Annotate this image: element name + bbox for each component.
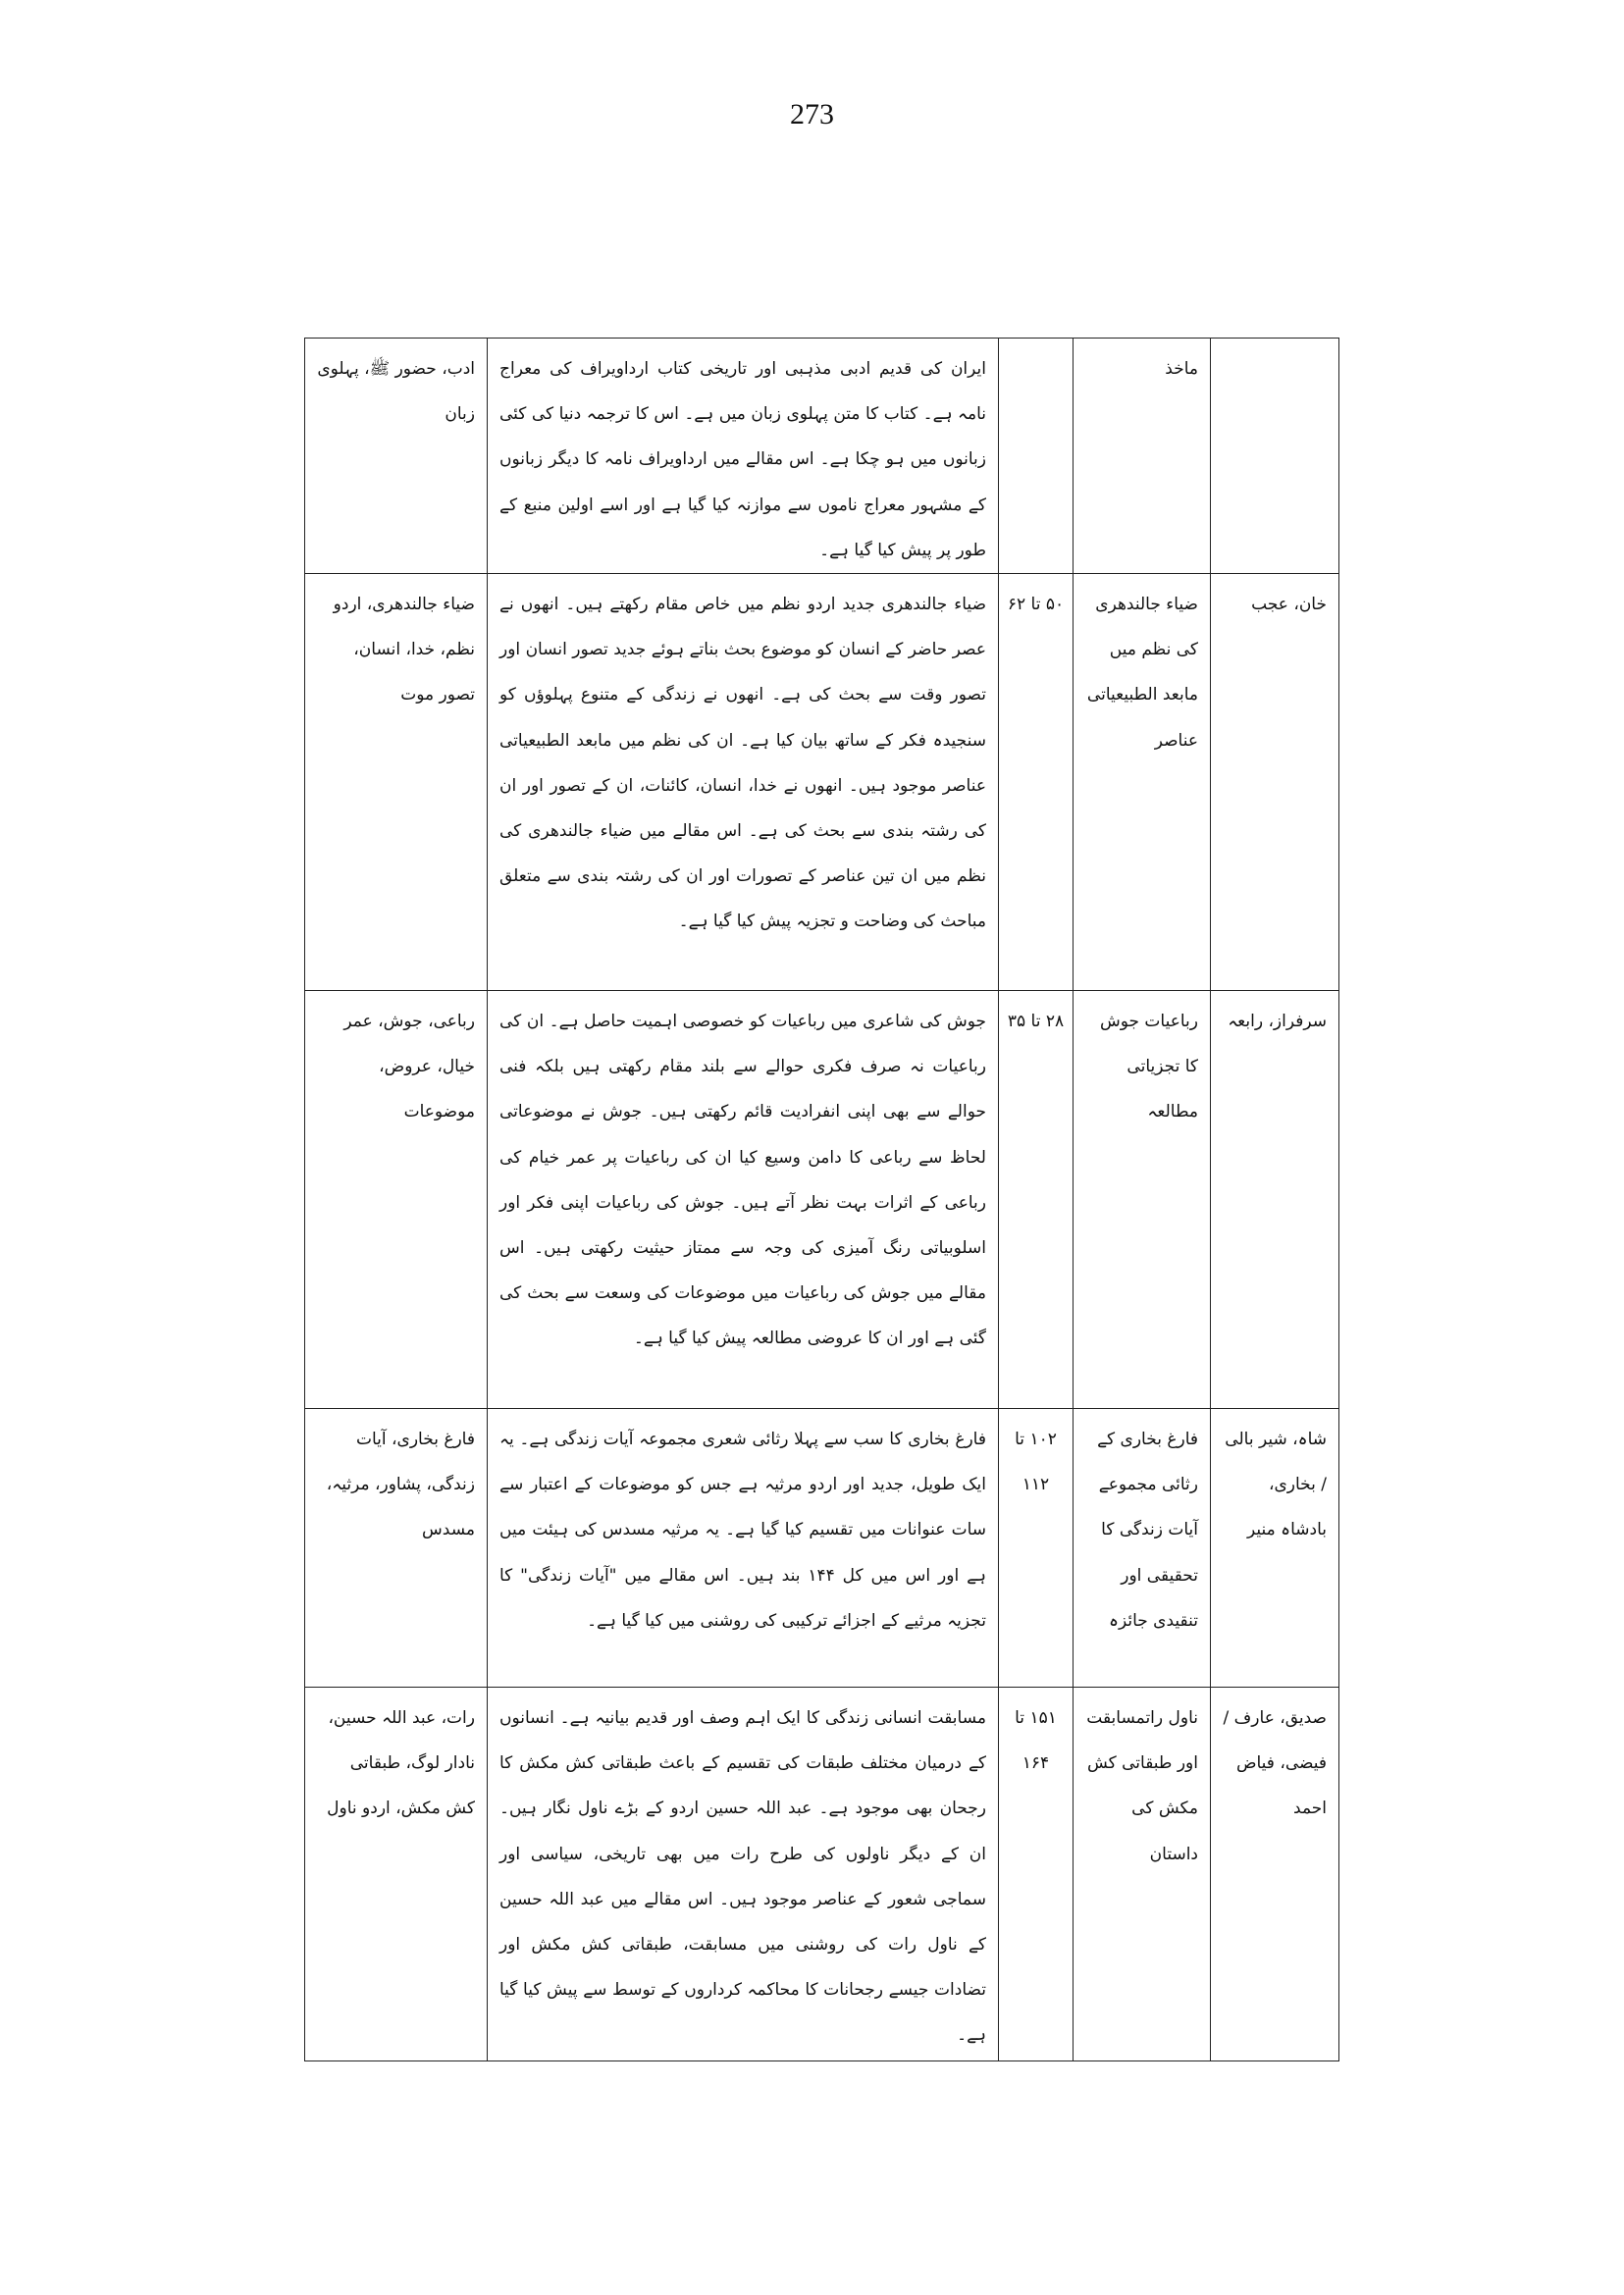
table-row [305,1409,1339,1688]
pages-cell: ۵۰ تا ۶۲ [999,574,1074,991]
keywords-cell: فارغ بخاری، آیات زندگی، پشاور، مرثیہ، مسدس [305,1409,488,1688]
author-cell [1211,339,1339,574]
keywords-cell: رات، عبد اللہ حسین، نادار لوگ، طبقاتی کش مکش، اردو ناول [305,1688,488,2061]
author-cell: صدیق، عارف / فیضی، فیاض احمد [1211,1688,1339,2061]
page-number: 273 [790,98,834,130]
keywords-cell: ادب، حضور ﷺ، پہلوی زبان [305,339,488,574]
summary-cell: جوش کی شاعری میں رباعیات کو خصوصی اہمیت حاصل ہے۔ ان کی رباعیات نہ صرف فکری حوالے سے بلند مقام رکھتی ہیں بلکہ فنی حوالے سے بھی اپنی انفرادیت قائم رکھتی ہیں۔ جوش نے موضوعاتی لحاظ سے رباعی کا دامن وسیع کیا ان کی رباعیات پر عمر خیام کی رباعی کے اثرات بہت نظر آتے ہیں۔ جوش کی رباعیات اپنی فکر اور اسلوبیاتی رنگ آمیزی کی وجہ سے ممتاز حیثیت رکھتی ہیں۔ اس مقالے میں جوش کی رباعیات میں موضوعات کی وسعت سے بحث کی گئی ہے اور ان کا عروضی مطالعہ پیش کیا گیا ہے۔ [488,991,999,1409]
summary-cell: مسابقت انسانی زندگی کا ایک اہم وصف اور قدیم بیانیہ ہے۔ انسانوں کے درمیان مختلف طبقات کی تقسیم کے باعث طبقاتی کش مکش کا رجحان بھی موجود ہے۔ عبد اللہ حسین اردو کے بڑے ناول نگار ہیں۔ ان کے دیگر ناولوں کی طرح رات میں بھی تاریخی، سیاسی اور سماجی شعور کے عناصر موجود ہیں۔ اس مقالے میں عبد اللہ حسین کے ناول رات کی روشنی میں مسابقت، طبقاتی کش مکش اور تضادات جیسے رجحانات کا محاکمہ کرداروں کے توسط سے پیش کیا گیا ہے۔ [488,1688,999,2061]
table-row [305,339,1339,574]
table-row [305,1688,1339,2061]
title-cell: رباعیات جوش کا تجزیاتی مطالعہ [1074,991,1211,1409]
keywords-cell: رباعی، جوش، عمر خیال، عروض، موضوعات [305,991,488,1409]
title-cell: ضیاء جالندھری کی نظم میں مابعد الطبیعیاتی عناصر [1074,574,1211,991]
author-cell: خان، عجب [1211,574,1339,991]
title-cell: فارغ بخاری کے رثائی مجموعے آیات زندگی کا تحقیقی اور تنقیدی جائزہ [1074,1409,1211,1688]
title-cell: ناول راتمسابقت اور طبقاتی کش مکش کی داستان [1074,1688,1211,2061]
summary-cell: ایران کی قدیم ادبی مذہبی اور تاریخی کتاب ارداویراف کی معراج نامہ ہے۔ کتاب کا متن پہلوی زبان میں ہے۔ اس کا ترجمہ دنیا کی کئی زبانوں میں ہو چکا ہے۔ اس مقالے میں ارداویراف نامہ کا دیگر زبانوں کے مشہور معراج ناموں سے موازنہ کیا گیا ہے اور اسے اولین منبع کے طور پر پیش کیا گیا ہے۔ [488,339,999,574]
title-cell: ماخذ [1074,339,1211,574]
pages-cell: ۲۸ تا ۳۵ [999,991,1074,1409]
summary-cell: فارغ بخاری کا سب سے پہلا رثائی شعری مجموعہ آیات زندگی ہے۔ یہ ایک طویل، جدید اور اردو مرثیہ ہے جس کو موضوعات کے اعتبار سے سات عنوانات میں تقسیم کیا گیا ہے۔ یہ مرثیہ مسدس کی ہیئت میں ہے اور اس میں کل ۱۴۴ بند ہیں۔ اس مقالے میں "آیات زندگی" کا تجزیہ مرثیے کے اجزائے ترکیبی کی روشنی میں کیا گیا ہے۔ [488,1409,999,1688]
table-row [305,574,1339,991]
author-cell: سرفراز، رابعہ [1211,991,1339,1409]
bibliography-table [305,338,1339,2061]
table-row [305,991,1339,1409]
pages-cell [999,339,1074,574]
pages-cell: ۱۵۱ تا ۱۶۴ [999,1688,1074,2061]
author-cell: شاہ، شیر بالی / بخاری، بادشاہ منیر [1211,1409,1339,1688]
abstracts-table [304,338,1339,2061]
keywords-cell: ضیاء جالندھری، اردو نظم، خدا، انسان، تصور موت [305,574,488,991]
pages-cell: ۱۰۲ تا ۱۱۲ [999,1409,1074,1688]
summary-cell: ضیاء جالندھری جدید اردو نظم میں خاص مقام رکھتے ہیں۔ انھوں نے عصر حاضر کے انسان کو موضوع بحث بناتے ہوئے جدید تصور انسان اور تصور وقت سے بحث کی ہے۔ انھوں نے زندگی کے متنوع پہلوؤں کو سنجیدہ فکر کے ساتھ بیان کیا ہے۔ ان کی نظم میں مابعد الطبیعیاتی عناصر موجود ہیں۔ انھوں نے خدا، انسان، کائنات، ان کے تصور اور ان کی رشتہ بندی سے بحث کی ہے۔ اس مقالے میں ضیاء جالندھری کی نظم میں ان تین عناصر کے تصورات اور ان کی رشتہ بندی سے متعلق مباحث کی وضاحت و تجزیہ پیش کیا گیا ہے۔ [488,574,999,991]
